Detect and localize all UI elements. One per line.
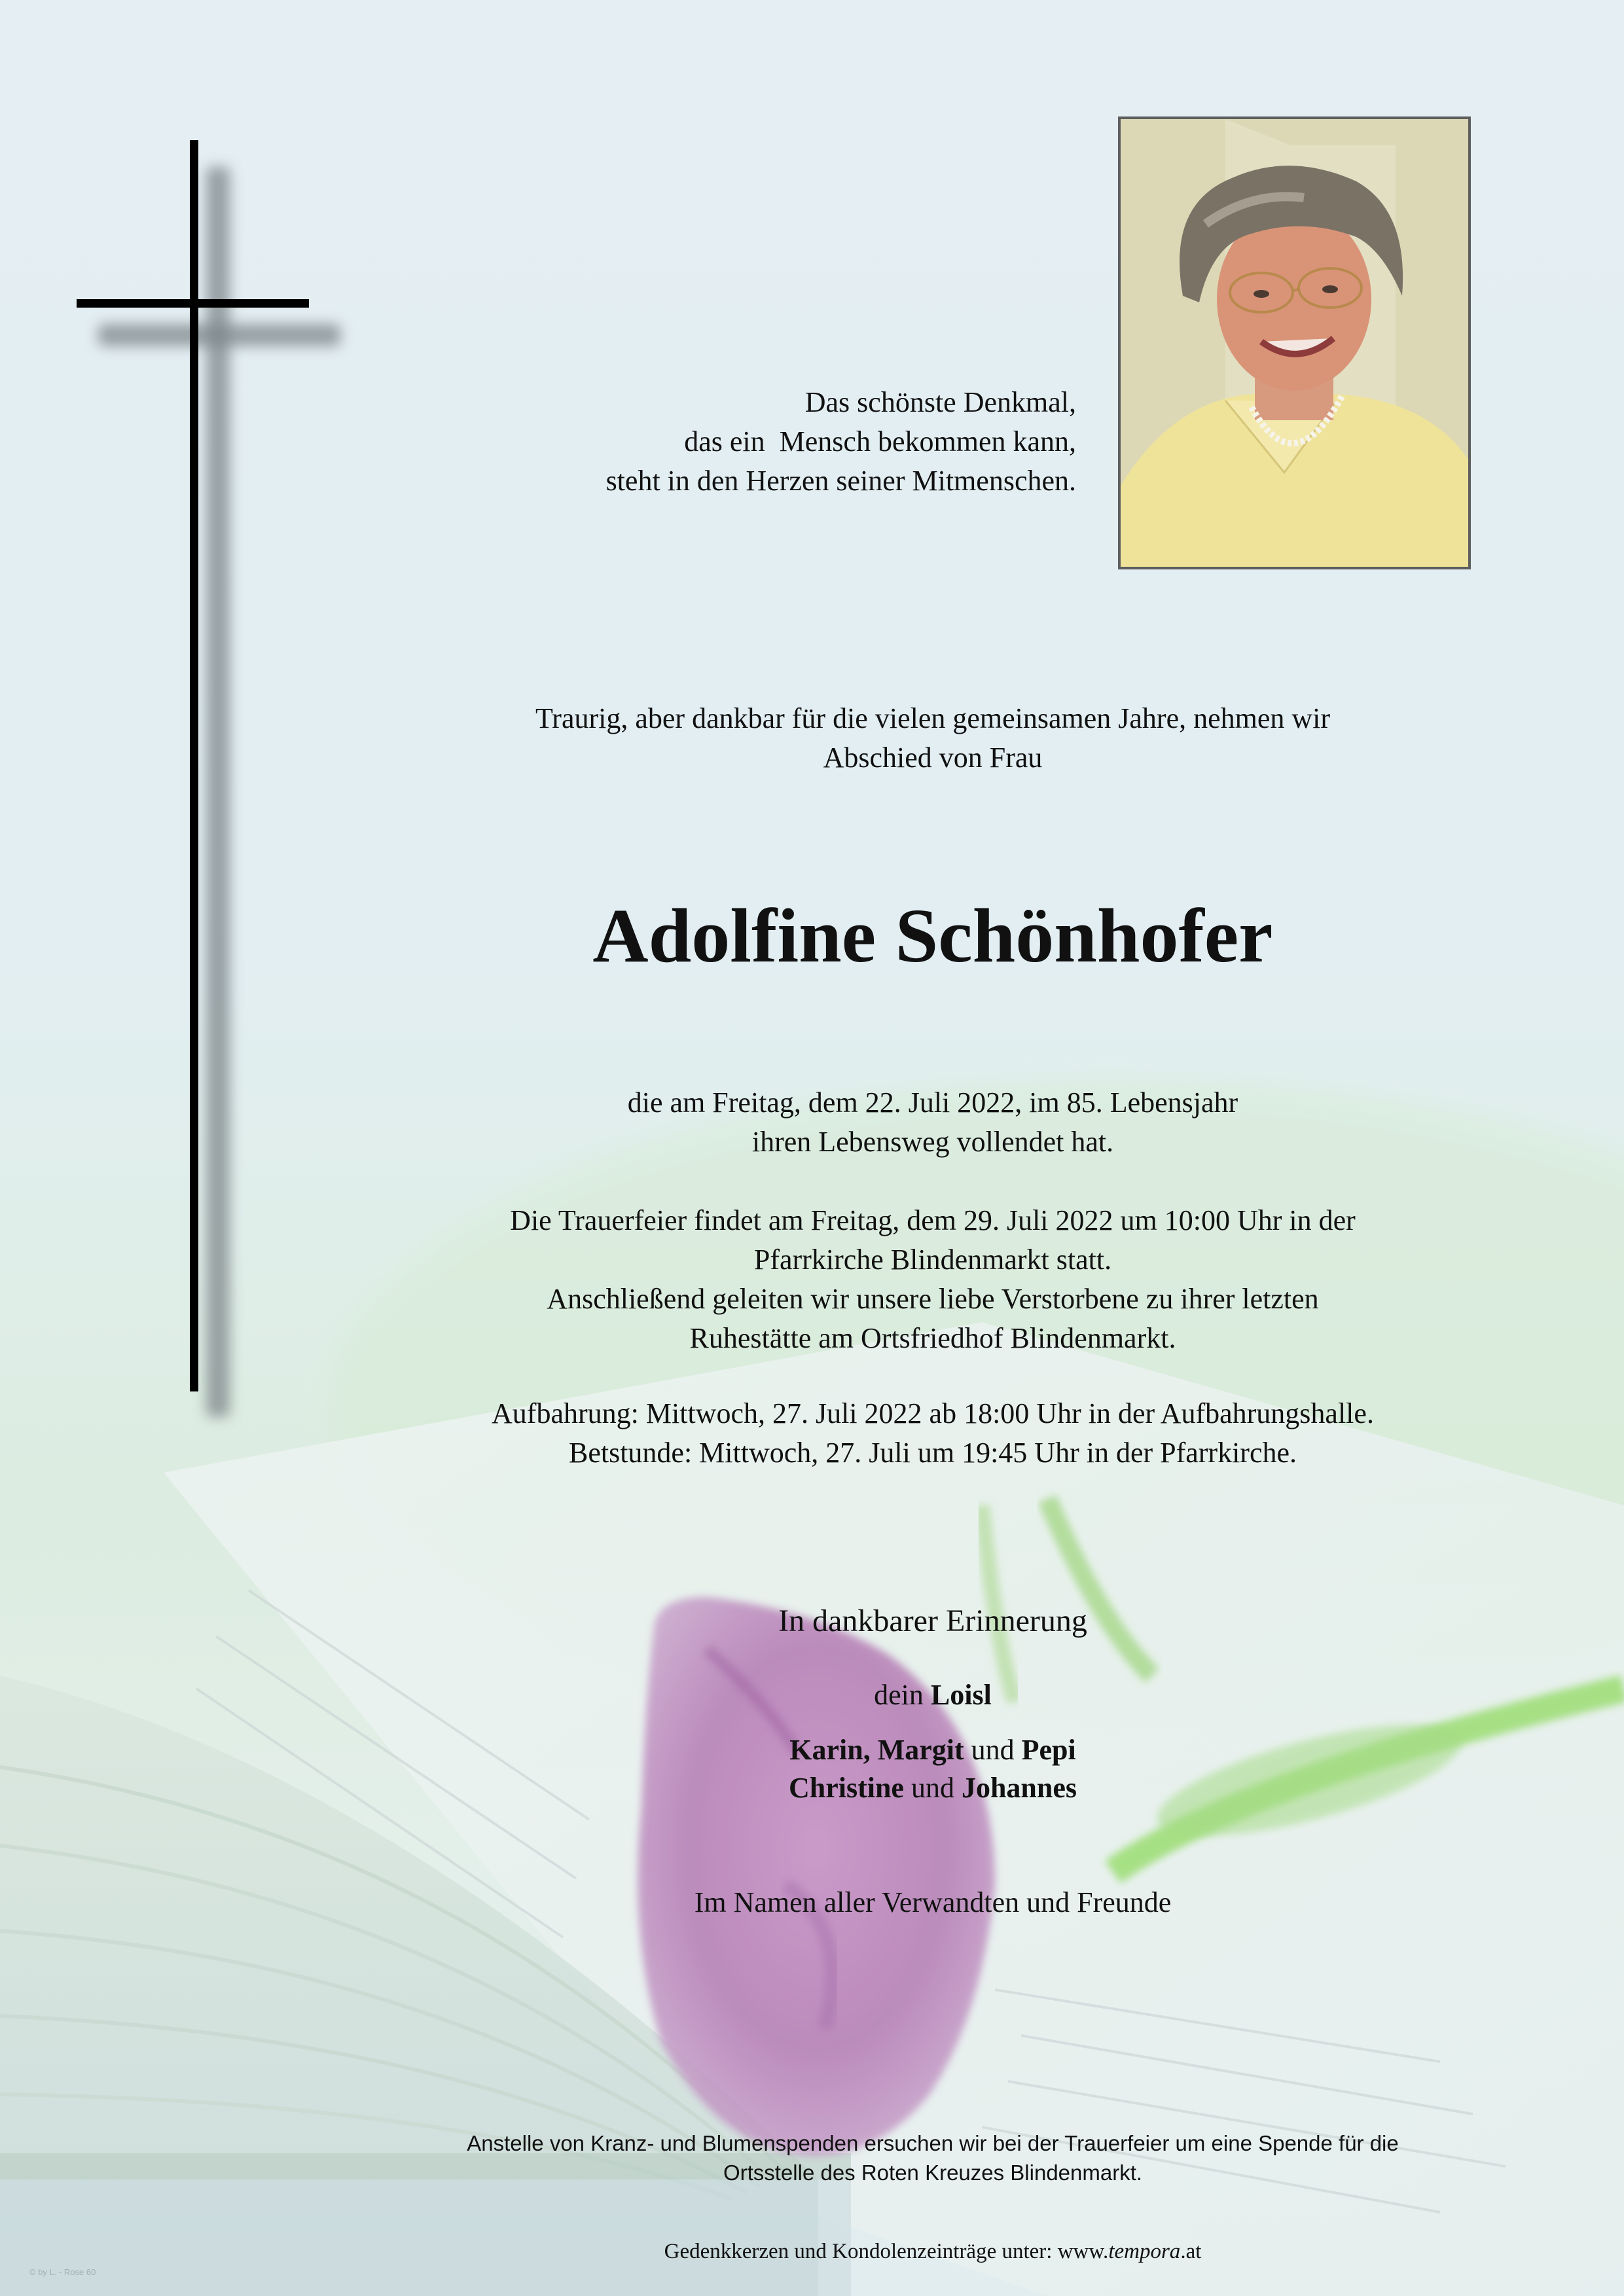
family-line-2 xyxy=(367,1769,1499,1807)
family-name: Pepi xyxy=(1021,1734,1076,1766)
cross-shadow xyxy=(98,324,340,346)
quote-line: Das schönste Denkmal, xyxy=(804,386,1076,418)
family-name: Margit xyxy=(877,1734,964,1766)
death-line: die am Freitag, dem 22. Juli 2022, im 85. Lebensjahr xyxy=(627,1086,1238,1119)
copyright-watermark: © by L. - Rose 60 xyxy=(29,2267,96,2277)
service-line: Pfarrkirche Blindenmarkt statt. xyxy=(753,1244,1112,1276)
conjunction: und xyxy=(971,1734,1015,1766)
portrait-photo xyxy=(1118,117,1471,569)
intro-line: Traurig, aber dankbar für die vielen gemeinsamen Jahre, nehmen wir xyxy=(535,702,1331,734)
memory-heading: In dankbarer Erinnerung xyxy=(778,1604,1087,1638)
service-line: Die Trauerfeier findet am Freitag, dem 29. Juli 2022 um 10:00 Uhr in der xyxy=(510,1204,1356,1236)
quote-line: das ein Mensch bekommen kann, xyxy=(684,425,1076,457)
family-name: Christine xyxy=(788,1772,904,1804)
spouse-name: Loisl xyxy=(930,1679,992,1711)
spouse-prefix: dein xyxy=(874,1679,924,1711)
cross-icon-vertical xyxy=(190,140,198,1391)
conjunction: und xyxy=(911,1772,954,1804)
quote-line: steht in den Herzen seiner Mitmenschen. xyxy=(605,465,1076,497)
cross-icon-horizontal xyxy=(77,299,309,308)
prayer-line: Betstunde: Mittwoch, 27. Juli um 19:45 Uhr in der Pfarrkirche. xyxy=(568,1437,1297,1469)
memorial-quote xyxy=(606,383,1076,501)
death-info xyxy=(367,1083,1499,1162)
website-prefix: www. xyxy=(1057,2240,1109,2263)
family-line-1 xyxy=(367,1731,1499,1769)
service-line: Ruhestätte am Ortsfriedhof Blindenmarkt. xyxy=(689,1322,1176,1354)
service-line: Anschließend geleiten wir unsere liebe Verstorbene zu ihrer letzten xyxy=(547,1283,1319,1315)
cross-shadow xyxy=(206,167,230,1417)
intro-text xyxy=(367,699,1499,778)
website-brand: tempora xyxy=(1108,2240,1181,2263)
portrait-illustration xyxy=(1121,119,1468,567)
on-behalf-line: Im Namen aller Verwandten und Freunde xyxy=(694,1886,1172,1918)
online-condolences xyxy=(367,2237,1499,2267)
donation-line: Anstelle von Kranz- und Blumenspenden ersuchen wir bei der Trauerfeier um eine Spende für die xyxy=(467,2131,1399,2155)
viewing-line: Aufbahrung: Mittwoch, 27. Juli 2022 ab 18:00 Uhr in der Aufbahrungshalle. xyxy=(492,1397,1374,1429)
spouse-line xyxy=(367,1676,1499,1715)
website-tld: .at xyxy=(1180,2240,1202,2263)
family-name: Karin, xyxy=(789,1734,871,1766)
intro-line: Abschied von Frau xyxy=(823,742,1043,774)
death-line: ihren Lebensweg vollendet hat. xyxy=(751,1126,1114,1158)
donation-line: Ortsstelle des Roten Kreuzes Blindenmarkt. xyxy=(723,2161,1143,2185)
viewing-info xyxy=(367,1394,1499,1473)
website-link[interactable] xyxy=(1058,2240,1202,2263)
family-names xyxy=(367,1731,1499,1807)
donation-note xyxy=(367,2128,1499,2187)
online-text: Gedenkkerzen und Kondolenzeinträge unter: xyxy=(664,2240,1058,2263)
deceased-name: Adolfine Schönhofer xyxy=(592,893,1273,978)
family-name: Johannes xyxy=(961,1772,1077,1804)
funeral-service-info xyxy=(367,1201,1499,1358)
